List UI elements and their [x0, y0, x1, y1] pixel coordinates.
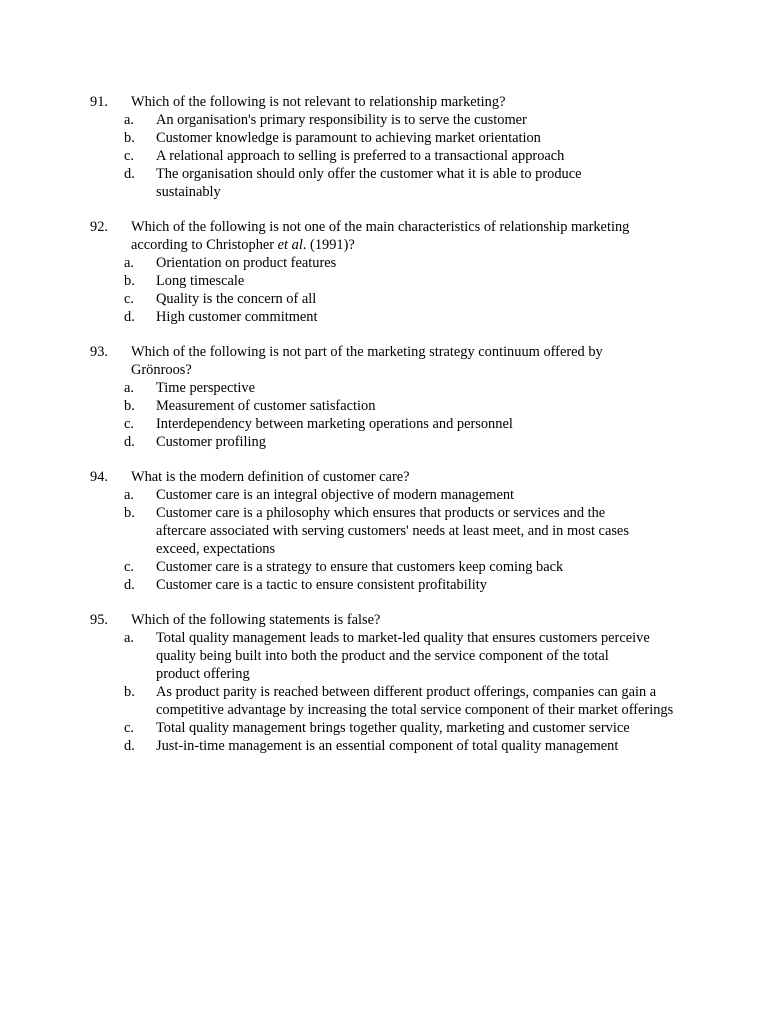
option-letter: a.	[124, 630, 134, 646]
option-text: Customer care is a strategy to ensure that customers keep coming back	[156, 559, 564, 575]
option-letter: a.	[124, 255, 134, 271]
option-d	[0, 737, 768, 755]
option-d	[0, 165, 768, 201]
option-c	[0, 719, 768, 737]
option-text: Customer care is a philosophy which ensures that products or services and the aftercare associated with serving customers' needs at least meet, and in most cases exceed, expectations	[156, 505, 629, 557]
option-c	[0, 147, 768, 165]
option-letter: b.	[124, 684, 135, 700]
option-a	[0, 629, 768, 683]
question-text: Which of the following is not relevant to relationship marketing?	[131, 94, 506, 110]
option-b	[0, 683, 768, 719]
option-b	[0, 397, 768, 415]
question-text: Which of the following statements is false?	[131, 612, 381, 628]
option-letter: b.	[124, 398, 135, 414]
option-text: Measurement of customer satisfaction	[156, 398, 376, 414]
option-b	[0, 504, 768, 558]
option-text: Customer care is an integral objective of modern management	[156, 487, 515, 503]
option-text: Quality is the concern of all	[156, 291, 317, 307]
option-text: Customer profiling	[156, 434, 266, 450]
option-b	[0, 129, 768, 147]
option-letter: c.	[124, 559, 134, 575]
option-letter: d.	[124, 166, 135, 182]
question-number: 94.	[90, 469, 108, 485]
option-letter: d.	[124, 434, 135, 450]
option-letter: c.	[124, 416, 134, 432]
question-text	[131, 218, 671, 254]
option-a	[0, 379, 768, 397]
option-text: Orientation on product features	[156, 255, 337, 271]
option-text: An organisation's primary responsibility is to serve the customer	[156, 112, 527, 128]
option-text: The organisation should only offer the customer what it is able to produce sustainably	[156, 166, 582, 200]
option-text: Total quality management leads to market-led quality that ensures customers perceive quality being built into both the product and the service component of the total product offering	[156, 630, 650, 682]
option-text: Customer knowledge is paramount to achieving market orientation	[156, 130, 541, 146]
question-text-italic: et al	[277, 237, 303, 253]
option-letter: a.	[124, 112, 134, 128]
option-a	[0, 254, 768, 272]
question-93	[0, 343, 768, 451]
option-letter: c.	[124, 148, 134, 164]
option-letter: d.	[124, 577, 135, 593]
question-94	[0, 468, 768, 594]
option-text: Long timescale	[156, 273, 245, 289]
option-letter: d.	[124, 309, 135, 325]
option-text: Customer care is a tactic to ensure consistent profitability	[156, 577, 487, 593]
question-text-part: . (1991)?	[302, 237, 355, 253]
option-text: A relational approach to selling is preferred to a transactional approach	[156, 148, 565, 164]
option-c	[0, 290, 768, 308]
option-text: Just-in-time management is an essential component of total quality management	[156, 738, 619, 754]
option-letter: b.	[124, 505, 135, 521]
option-c	[0, 558, 768, 576]
option-text: High customer commitment	[156, 309, 318, 325]
option-letter: b.	[124, 130, 135, 146]
option-letter: a.	[124, 380, 134, 396]
question-text: Which of the following is not part of the marketing strategy continuum offered by Grönroos?	[131, 344, 603, 378]
question-91	[0, 93, 768, 201]
question-text-part: Which of the following is not one of the main characteristics of relationship marketing according to Christopher	[131, 219, 630, 253]
question-number: 95.	[90, 612, 108, 628]
option-text: Total quality management brings together quality, marketing and customer service	[156, 720, 630, 736]
option-c	[0, 415, 768, 433]
option-letter: c.	[124, 291, 134, 307]
question-text: What is the modern definition of customer care?	[131, 469, 410, 485]
question-number: 91.	[90, 94, 108, 110]
option-text: Interdependency between marketing operations and personnel	[156, 416, 513, 432]
question-95	[0, 611, 768, 755]
option-letter: d.	[124, 738, 135, 754]
option-a	[0, 486, 768, 504]
option-letter: c.	[124, 720, 134, 736]
option-text: Time perspective	[156, 380, 255, 396]
question-92	[0, 218, 768, 326]
question-number: 92.	[90, 219, 108, 235]
option-d	[0, 433, 768, 451]
option-a	[0, 111, 768, 129]
option-letter: a.	[124, 487, 134, 503]
option-d	[0, 308, 768, 326]
option-text: As product parity is reached between different product offerings, companies can gain a competitive advantage by increasing the total service component of their market offerings	[156, 684, 674, 718]
option-b	[0, 272, 768, 290]
option-d	[0, 576, 768, 594]
question-number: 93.	[90, 344, 108, 360]
option-letter: b.	[124, 273, 135, 289]
question-list	[0, 93, 768, 772]
